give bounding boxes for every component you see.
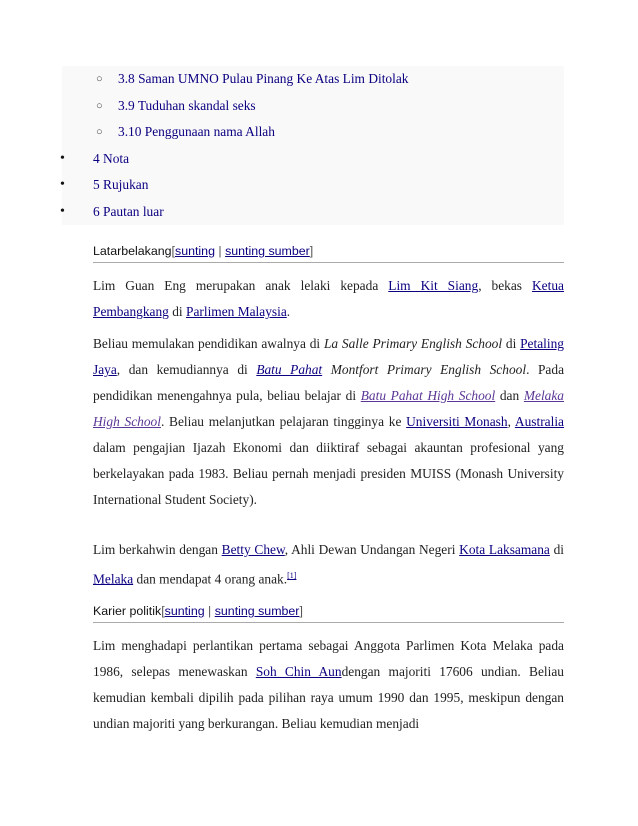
paragraph-family [93, 273, 564, 325]
text: , [507, 414, 515, 429]
link-betty-chew[interactable]: Betty Chew [221, 542, 285, 557]
toc-item-6[interactable] [62, 199, 564, 226]
text: . Pada pendidikan menengahnya pula, beliau belajar di [93, 362, 565, 403]
toc-item-3-8[interactable] [62, 66, 564, 93]
edit-bracket-open: [ [171, 244, 175, 258]
toc-item-label[interactable]: 3.10 Penggunaan nama Allah [118, 124, 275, 139]
edit-link[interactable]: sunting [164, 604, 205, 618]
section-title: Latarbelakang [93, 244, 172, 258]
paragraph-career [93, 633, 564, 737]
reference-link[interactable]: [1] [287, 571, 297, 580]
toc-item-3-9[interactable] [62, 93, 564, 120]
toc-item-label[interactable]: 3.8 Saman UMNO Pulau Pinang Ke Atas Lim Ditolak [118, 71, 409, 86]
toc-item-label[interactable]: 5 Rujukan [93, 177, 149, 192]
link-australia[interactable]: Australia [514, 414, 564, 429]
section-heading-latarbelakang [93, 244, 564, 263]
edit-link[interactable]: sunting [175, 244, 215, 258]
text: . Beliau melanjutkan pelajaran tingginya ke [160, 414, 407, 429]
text: dan [495, 388, 524, 403]
text: Lim Guan Eng merupakan anak lelaki kepada [93, 278, 389, 293]
circle-bullet-icon: ○ [96, 126, 103, 138]
edit-source-link[interactable]: sunting sumber [214, 604, 300, 618]
toc-item-4[interactable] [62, 146, 564, 173]
link-melaka[interactable]: Melaka [93, 571, 134, 587]
toc-item-label[interactable]: 4 Nota [93, 150, 130, 166]
link-ketua-pembangkang[interactable]: Ketua Pembangkang [93, 278, 564, 319]
edit-bracket-open: [ [161, 604, 165, 618]
link-soh-chin-aun[interactable]: Soh Chin Aun [255, 664, 342, 679]
link-batu-pahat-high-school[interactable]: Batu Pahat High School [360, 388, 496, 403]
text: Beliau memulakan pendidikan awalnya di [93, 336, 324, 351]
edit-source-link[interactable]: sunting sumber [225, 244, 310, 258]
table-of-contents [62, 66, 564, 225]
paragraph-education [93, 331, 564, 513]
section-title: Karier politik [93, 604, 162, 618]
text: Lim menghadapi perlantikan pertama sebagai Anggota Parlimen Kota Melaka pada 1986, selepas menewaskan [93, 638, 564, 679]
edit-separator: | [204, 604, 215, 618]
paragraph-marriage [93, 537, 564, 592]
text: , Ahli Dewan Undangan Negeri [284, 542, 460, 557]
edit-bracket-close: ] [299, 604, 303, 618]
link-parlimen-malaysia[interactable]: Parlimen Malaysia [186, 304, 287, 319]
circle-bullet-icon: ○ [96, 73, 103, 85]
toc-item-5[interactable] [62, 172, 564, 199]
toc-item-label[interactable]: 3.9 Tuduhan skandal seks [118, 97, 256, 113]
disc-bullet-icon: • [60, 177, 65, 192]
link-universiti-monash[interactable]: Universiti Monash [406, 414, 508, 429]
text: , dan kemudiannya di [116, 362, 257, 377]
toc-item-3-10[interactable] [62, 119, 564, 146]
toc-item-label[interactable]: 6 Pautan luar [93, 203, 164, 219]
italic-text: Montfort Primary English School [322, 362, 527, 377]
link-melaka-high-school[interactable]: Melaka High School [93, 388, 564, 429]
text: di [549, 542, 565, 557]
text: , bekas [478, 278, 533, 293]
circle-bullet-icon: ○ [96, 99, 103, 112]
text: dalam pengajian Ijazah Ekonomi dan diiktiraf sebagai akauntan profesional yang berkelayakan pada 1983. Beliau pernah menjadi presiden MUISS (Monash University International Student Society). [93, 440, 564, 507]
text: di [502, 336, 521, 351]
edit-bracket-close: ] [309, 244, 314, 258]
italic-text: La Salle Primary English School [323, 336, 503, 351]
link-petaling-jaya[interactable]: Petaling Jaya [93, 336, 564, 377]
text: dengan majoriti 17606 undian. Beliau kemudian kembali dipilih pada pilihan raya umum 1990 dan 1995, meskipun dengan undian majoriti yang berkurangan. Beliau kemudian menjadi [93, 664, 564, 731]
disc-bullet-icon: • [60, 150, 65, 166]
link-lim-kit-siang[interactable]: Lim Kit Siang [388, 278, 479, 293]
text: . [286, 304, 291, 319]
link-batu-pahat[interactable]: Batu Pahat [256, 362, 323, 377]
link-kota-laksamana[interactable]: Kota Laksamana [459, 542, 550, 557]
section-heading-karier-politik [93, 604, 564, 623]
text: di [168, 304, 186, 319]
edit-separator: | [214, 244, 226, 258]
text: dan mendapat 4 orang anak. [133, 571, 288, 587]
text: Lim berkahwin dengan [93, 542, 222, 557]
disc-bullet-icon: • [60, 203, 65, 219]
